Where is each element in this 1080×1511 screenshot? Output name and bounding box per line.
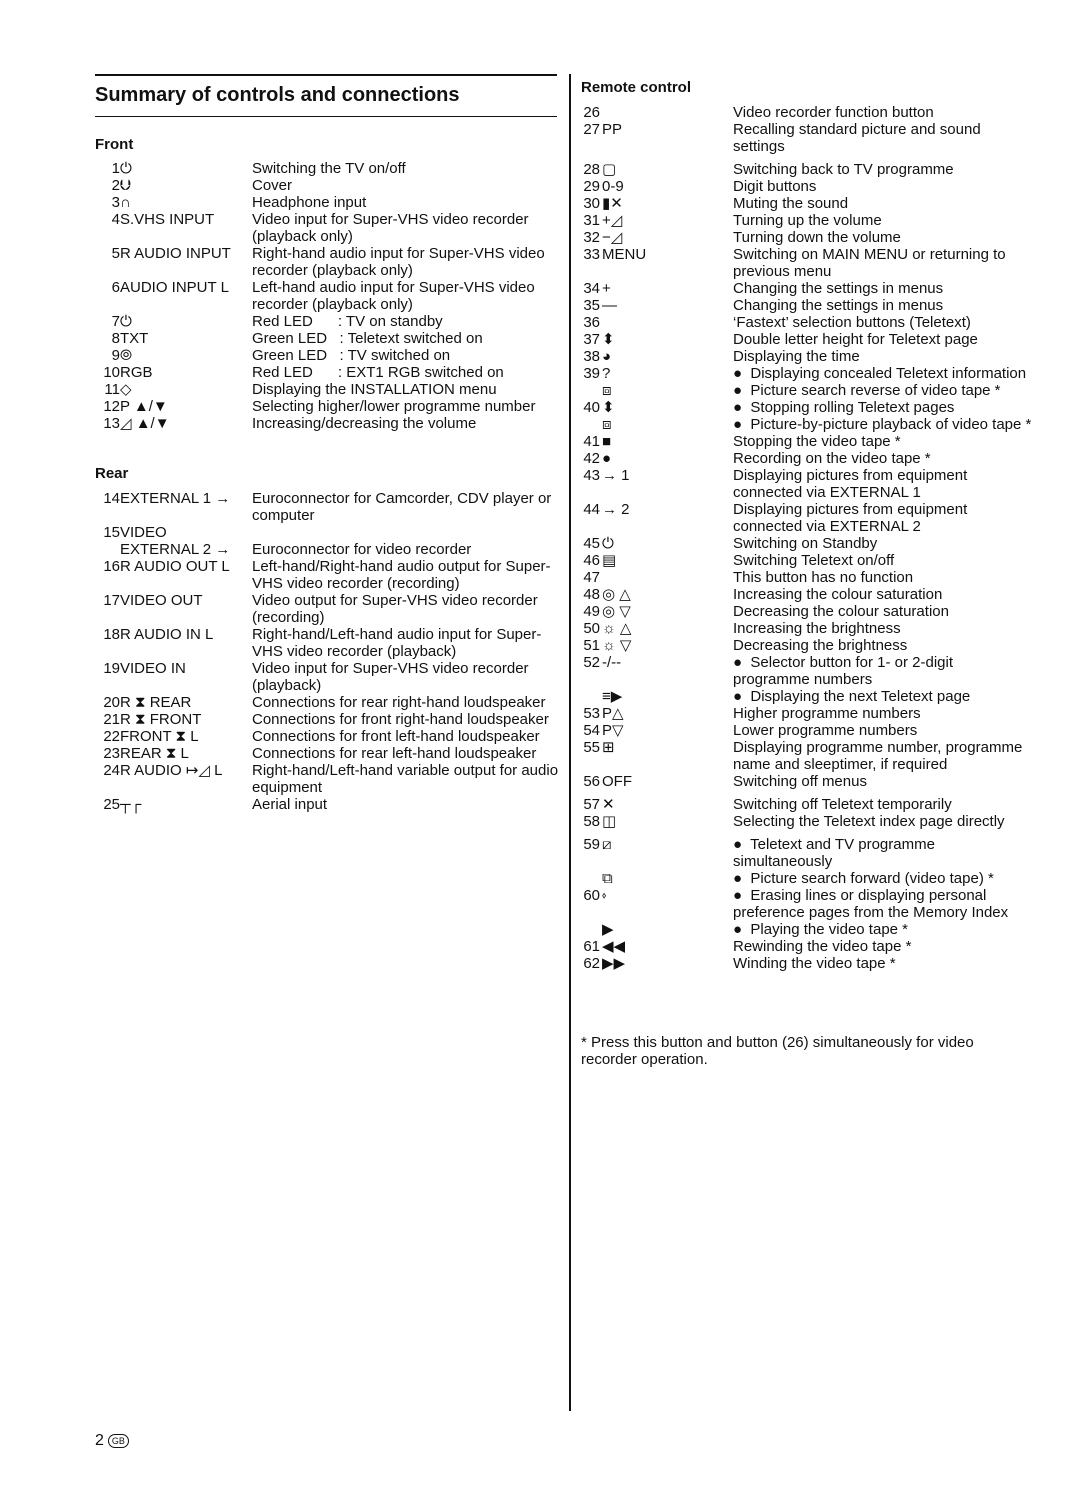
list-item xyxy=(575,161,1055,178)
page-number-value: 2 xyxy=(95,1432,104,1449)
item-description: Headphone input xyxy=(252,194,367,211)
list-item xyxy=(95,660,565,694)
item-label: ▶▶ xyxy=(602,955,626,972)
item-number: 40 xyxy=(583,399,600,416)
item-description: Rewinding the video tape * xyxy=(733,938,912,955)
item-description: Displaying pictures from equipment connected via EXTERNAL 2 xyxy=(733,501,972,535)
item-label: ⦾ xyxy=(120,347,133,364)
item-label: S.VHS INPUT xyxy=(120,211,215,228)
item-description: Left-hand/Right-hand audio output for Super-VHS video recorder (recording) xyxy=(252,558,551,592)
item-description: This button has no function xyxy=(733,569,914,586)
rear-heading: Rear xyxy=(95,465,129,482)
list-item xyxy=(575,280,1055,297)
item-label: ▢ xyxy=(602,161,617,178)
item-number: 62 xyxy=(583,955,600,972)
item-description: ● Erasing lines or displaying personal preference pages from the Memory Index xyxy=(733,887,1009,921)
item-label: ⮋ xyxy=(120,177,132,194)
item-label: OFF xyxy=(602,773,632,790)
item-label: ▮✕ xyxy=(602,195,623,212)
item-description: Connections for front left-hand loudspeaker xyxy=(252,728,540,745)
item-description: Green LED : Teletext switched on xyxy=(252,330,483,347)
list-item xyxy=(575,178,1055,195)
item-description: Right-hand/Left-hand variable output for audio equipment xyxy=(252,762,563,796)
item-label: 0-9 xyxy=(602,178,624,195)
item-number: 50 xyxy=(583,620,600,637)
list-item xyxy=(575,813,1055,830)
item-label: EXTERNAL 1 → xyxy=(120,490,231,507)
list-item xyxy=(575,450,1055,467)
item-number: 38 xyxy=(583,348,600,365)
item-description: ● Picture search reverse of video tape * xyxy=(733,382,1001,399)
item-number: 20 xyxy=(103,694,120,711)
item-label: ∩ xyxy=(120,194,131,211)
item-description: Connections for rear right-hand loudspeaker xyxy=(252,694,546,711)
item-label: ✕ xyxy=(602,796,615,813)
item-number: 19 xyxy=(103,660,120,677)
item-description: Higher programme numbers xyxy=(733,705,921,722)
item-number: 17 xyxy=(103,592,120,609)
list-item xyxy=(575,121,1055,155)
item-label: → 2 xyxy=(602,501,630,518)
item-number: 45 xyxy=(583,535,600,552)
item-description: Selecting higher/lower programme number xyxy=(252,398,536,415)
item-number: 41 xyxy=(583,433,600,450)
list-item xyxy=(575,348,1055,365)
item-description: Increasing/decreasing the volume xyxy=(252,415,477,432)
list-item xyxy=(95,745,565,762)
list-item xyxy=(575,688,1055,705)
list-item xyxy=(95,211,565,245)
list-item xyxy=(575,467,1055,501)
list-item xyxy=(575,921,1055,938)
item-description: Increasing the colour saturation xyxy=(733,586,943,603)
item-number: 42 xyxy=(583,450,600,467)
list-item xyxy=(575,938,1055,955)
item-label: P△ xyxy=(602,705,624,722)
item-description: Recalling standard picture and sound settings xyxy=(733,121,985,155)
item-label: MENU xyxy=(602,246,647,263)
list-item xyxy=(95,796,565,813)
item-label: ⊞ xyxy=(602,739,615,756)
list-item xyxy=(95,398,565,415)
list-item xyxy=(95,592,565,626)
front-heading: Front xyxy=(95,136,134,153)
item-description: Right-hand audio input for Super-VHS video recorder (playback only) xyxy=(252,245,549,279)
item-label: ☼ ▽ xyxy=(602,637,632,654)
item-number: 29 xyxy=(583,178,600,195)
list-item xyxy=(95,160,565,177)
item-description: ● Teletext and TV programme simultaneously xyxy=(733,836,940,870)
list-item xyxy=(575,654,1055,688)
item-label: ⧄ xyxy=(602,836,612,853)
list-item xyxy=(95,524,565,558)
front-controls-list xyxy=(95,160,565,432)
list-item xyxy=(95,330,565,347)
list-item xyxy=(575,955,1055,972)
item-label: ◎ ▽ xyxy=(602,603,631,620)
item-description: Video input for Super-VHS video recorder (playback only) xyxy=(252,211,533,245)
item-number: 39 xyxy=(583,365,600,382)
item-description: Changing the settings in menus xyxy=(733,297,944,314)
item-number: 52 xyxy=(583,654,600,671)
item-number: 12 xyxy=(103,398,120,415)
list-item xyxy=(95,626,565,660)
list-item xyxy=(575,433,1055,450)
page-title: Summary of controls and connections xyxy=(95,84,460,106)
item-description: Changing the settings in menus xyxy=(733,280,944,297)
item-description: Euroconnector for Camcorder, CDV player or computer xyxy=(252,490,556,524)
item-number: 61 xyxy=(583,938,600,955)
item-number: 1 xyxy=(111,160,120,177)
item-label: VIDEO OUT xyxy=(120,592,203,609)
item-number: 56 xyxy=(583,773,600,790)
item-number: 32 xyxy=(583,229,600,246)
item-number: 55 xyxy=(583,739,600,756)
list-item xyxy=(575,104,1055,121)
list-item xyxy=(95,711,565,728)
item-number: 15 xyxy=(103,524,120,541)
list-item xyxy=(95,279,565,313)
item-number: 10 xyxy=(103,364,120,381)
item-description: Switching the TV on/off xyxy=(252,160,406,177)
item-description: Cover xyxy=(252,177,293,194)
list-item xyxy=(575,739,1055,773)
item-number: 13 xyxy=(103,415,120,432)
list-item xyxy=(575,836,1055,870)
item-number: 31 xyxy=(583,212,600,229)
list-item xyxy=(95,490,565,524)
item-description: Recording on the video tape * xyxy=(733,450,931,467)
item-description: Double letter height for Teletext page xyxy=(733,331,978,348)
list-item xyxy=(95,313,565,330)
item-description: Lower programme numbers xyxy=(733,722,918,739)
item-number: 58 xyxy=(583,813,600,830)
item-label: R AUDIO ↦◿ L xyxy=(120,762,223,779)
item-number: 21 xyxy=(103,711,120,728)
item-label: P▽ xyxy=(602,722,624,739)
item-label: ⬍ xyxy=(602,331,615,348)
list-item xyxy=(575,399,1055,416)
item-number: 54 xyxy=(583,722,600,739)
item-label: ☼ △ xyxy=(602,620,632,637)
item-number: 3 xyxy=(111,194,120,211)
list-item xyxy=(575,722,1055,739)
item-description: Decreasing the colour saturation xyxy=(733,603,949,620)
remote-heading: Remote control xyxy=(581,79,692,96)
item-number: 60 xyxy=(583,887,600,904)
list-item xyxy=(575,586,1055,603)
list-item xyxy=(95,558,565,592)
item-label: R ⧗ REAR xyxy=(120,694,192,711)
item-description: Digit buttons xyxy=(733,178,817,195)
item-label: ◀◀ xyxy=(602,938,626,955)
item-label: −◿ xyxy=(602,229,623,246)
item-label: ◿ ▲/▼ xyxy=(120,415,170,432)
item-number: 59 xyxy=(583,836,600,853)
list-item xyxy=(575,870,1055,887)
item-number: 16 xyxy=(103,558,120,575)
item-number: 8 xyxy=(111,330,120,347)
page-number xyxy=(95,1432,129,1450)
item-number: 24 xyxy=(103,762,120,779)
item-number: 44 xyxy=(583,501,600,518)
item-description: ● Picture-by-picture playback of video tape * xyxy=(733,416,1032,433)
item-description: Switching off menus xyxy=(733,773,867,790)
item-label: ⧈ xyxy=(602,416,612,433)
list-item xyxy=(575,416,1055,433)
item-description: Euroconnector for video recorder xyxy=(252,541,472,558)
item-number: 49 xyxy=(583,603,600,620)
item-description: Aerial input xyxy=(252,796,328,813)
item-label: ● xyxy=(602,450,612,467)
item-description: Switching on MAIN MENU or returning to previous menu xyxy=(733,246,1010,280)
item-description: Video output for Super-VHS video recorder (recording) xyxy=(252,592,542,626)
item-number: 57 xyxy=(583,796,600,813)
item-label: +◿ xyxy=(602,212,623,229)
item-label: ◕ xyxy=(602,348,612,365)
list-item xyxy=(575,297,1055,314)
item-description: Displaying the INSTALLATION menu xyxy=(252,381,497,398)
item-number: 53 xyxy=(583,705,600,722)
list-item xyxy=(575,331,1055,348)
item-label: + xyxy=(602,280,611,297)
item-label: ▶ xyxy=(602,921,614,938)
item-description: ● Playing the video tape * xyxy=(733,921,909,938)
item-description: Connections for rear left-hand loudspeaker xyxy=(252,745,537,762)
item-label: VIDEO EXTERNAL 2 → xyxy=(120,524,231,558)
item-label: ⧈ xyxy=(602,382,612,399)
item-label: RGB xyxy=(120,364,153,381)
list-item xyxy=(575,314,1055,331)
item-description: Displaying pictures from equipment connected via EXTERNAL 1 xyxy=(733,467,972,501)
item-number: 25 xyxy=(103,796,120,813)
item-label: P ▲/▼ xyxy=(120,398,168,415)
title-bottom-rule xyxy=(95,116,557,117)
list-item xyxy=(575,637,1055,654)
item-label: FRONT ⧗ L xyxy=(120,728,199,745)
item-description: Decreasing the brightness xyxy=(733,637,908,654)
item-description: Increasing the brightness xyxy=(733,620,901,637)
item-description: Turning up the volume xyxy=(733,212,882,229)
item-number: 28 xyxy=(583,161,600,178)
item-number: 37 xyxy=(583,331,600,348)
list-item xyxy=(95,762,565,796)
item-description: Selecting the Teletext index page directly xyxy=(733,813,1005,830)
item-number: 18 xyxy=(103,626,120,643)
item-description: Switching off Teletext temporarily xyxy=(733,796,952,813)
item-label: ⏻ xyxy=(120,160,132,177)
list-item xyxy=(95,194,565,211)
item-label: REAR ⧗ L xyxy=(120,745,189,762)
column-divider xyxy=(569,74,571,1411)
item-description: Connections for front right-hand loudspeaker xyxy=(252,711,549,728)
item-label: -/-- xyxy=(602,654,622,671)
item-description: ● Displaying the next Teletext page xyxy=(733,688,971,705)
item-description: Video input for Super-VHS video recorder (playback) xyxy=(252,660,533,694)
item-description: Switching Teletext on/off xyxy=(733,552,895,569)
item-number: 43 xyxy=(583,467,600,484)
item-number: 23 xyxy=(103,745,120,762)
item-label: ◎ △ xyxy=(602,586,631,603)
item-number: 34 xyxy=(583,280,600,297)
item-label: TXT xyxy=(120,330,149,347)
item-description: ● Stopping rolling Teletext pages xyxy=(733,399,955,416)
list-item xyxy=(575,246,1055,280)
item-number: 36 xyxy=(583,314,600,331)
item-number: 30 xyxy=(583,195,600,212)
list-item xyxy=(95,694,565,711)
item-description: Displaying the time xyxy=(733,348,860,365)
item-label: → 1 xyxy=(602,467,630,484)
list-item xyxy=(575,620,1055,637)
item-label: ≡▶ xyxy=(602,688,623,705)
list-item xyxy=(575,796,1055,813)
list-item xyxy=(95,415,565,432)
item-label: R AUDIO OUT L xyxy=(120,558,230,575)
item-description: ● Picture search forward (video tape) * xyxy=(733,870,994,887)
item-description: Right-hand/Left-hand audio input for Super-VHS video recorder (playback) xyxy=(252,626,542,660)
item-label: R AUDIO IN L xyxy=(120,626,214,643)
remote-control-list xyxy=(575,104,1055,972)
footnote: * Press this button and button (26) simultaneously for video recorder operation. xyxy=(581,1034,974,1068)
list-item xyxy=(575,195,1055,212)
item-label: VIDEO IN xyxy=(120,660,186,677)
list-item xyxy=(95,245,565,279)
item-label: ⬫ xyxy=(602,887,607,904)
list-item xyxy=(95,364,565,381)
item-description: Winding the video tape * xyxy=(733,955,896,972)
list-item xyxy=(575,382,1055,399)
item-description: Left-hand audio input for Super-VHS video recorder (playback only) xyxy=(252,279,539,313)
item-number: 51 xyxy=(583,637,600,654)
item-label: ◇ xyxy=(120,381,132,398)
item-description: Switching back to TV programme xyxy=(733,161,954,178)
item-description: Turning down the volume xyxy=(733,229,901,246)
item-label: — xyxy=(602,297,617,314)
list-item xyxy=(95,347,565,364)
item-description: Red LED : EXT1 RGB switched on xyxy=(252,364,504,381)
list-item xyxy=(575,229,1055,246)
item-number: 47 xyxy=(583,569,600,586)
item-description: ‘Fastext’ selection buttons (Teletext) xyxy=(733,314,971,331)
item-number: 14 xyxy=(103,490,120,507)
item-number: 6 xyxy=(111,279,120,296)
item-label: ⏻ xyxy=(120,313,132,330)
item-number: 2 xyxy=(111,177,120,194)
item-number: 46 xyxy=(583,552,600,569)
item-number: 26 xyxy=(583,104,600,121)
gb-badge: GB xyxy=(108,1434,129,1448)
list-item xyxy=(95,728,565,745)
list-item xyxy=(575,212,1055,229)
item-description: Video recorder function button xyxy=(733,104,934,121)
item-label: R ⧗ FRONT xyxy=(120,711,202,728)
list-item xyxy=(575,705,1055,722)
list-item xyxy=(575,569,1055,586)
item-label: AUDIO INPUT L xyxy=(120,279,229,296)
list-item xyxy=(95,177,565,194)
item-label: ■ xyxy=(602,433,612,450)
item-label: ┬┌ xyxy=(120,796,142,813)
item-number: 9 xyxy=(111,347,120,364)
item-label: ◫ xyxy=(602,813,617,830)
item-description: Switching on Standby xyxy=(733,535,878,552)
list-item xyxy=(575,365,1055,382)
item-number: 11 xyxy=(104,381,120,398)
item-description: Green LED : TV switched on xyxy=(252,347,451,364)
list-item xyxy=(575,603,1055,620)
list-item xyxy=(575,552,1055,569)
item-label: R AUDIO INPUT xyxy=(120,245,231,262)
item-number: 27 xyxy=(583,121,600,138)
item-label: ? xyxy=(602,365,611,382)
item-description: Displaying programme number, programme name and sleeptimer, if required xyxy=(733,739,1027,773)
item-description: Red LED : TV on standby xyxy=(252,313,443,330)
item-label: ⬍ xyxy=(602,399,615,416)
item-number: 22 xyxy=(103,728,120,745)
item-number: 5 xyxy=(111,245,120,262)
item-description: ● Displaying concealed Teletext information xyxy=(733,365,1027,382)
item-description: Stopping the video tape * xyxy=(733,433,901,450)
item-label: ⏻ xyxy=(602,535,614,552)
item-number: 4 xyxy=(111,211,120,228)
item-description: Muting the sound xyxy=(733,195,849,212)
item-number: 35 xyxy=(583,297,600,314)
item-number: 48 xyxy=(583,586,600,603)
list-item xyxy=(575,887,1055,921)
item-label: ⧉ xyxy=(602,870,613,887)
item-number: 33 xyxy=(583,246,600,263)
list-item xyxy=(575,773,1055,790)
item-label: ▤ xyxy=(602,552,617,569)
list-item xyxy=(575,535,1055,552)
item-label: PP xyxy=(602,121,623,138)
item-number: 7 xyxy=(111,313,120,330)
title-top-rule xyxy=(95,74,557,76)
item-description: ● Selector button for 1- or 2-digit programme numbers xyxy=(733,654,958,688)
list-item xyxy=(95,381,565,398)
rear-connections-list xyxy=(95,490,565,813)
list-item xyxy=(575,501,1055,535)
